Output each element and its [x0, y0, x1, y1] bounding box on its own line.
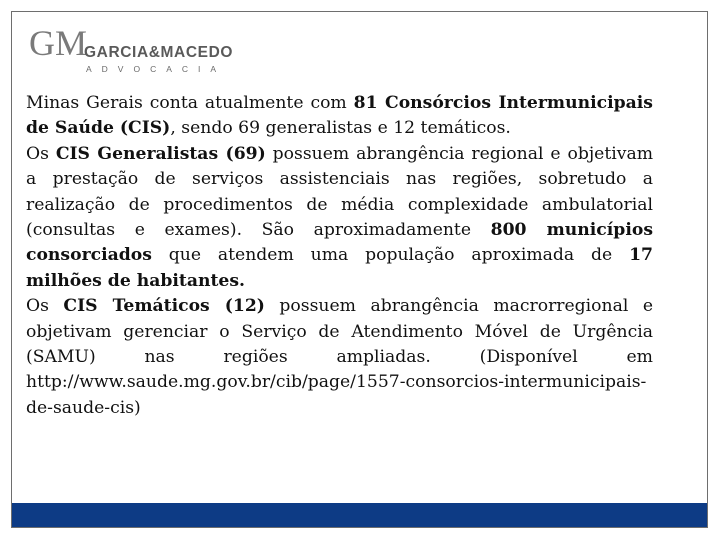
- logo-mark-letters: GM: [29, 23, 88, 63]
- bold-text-run: CIS Temáticos (12): [63, 296, 265, 317]
- bold-text-run: CIS Generalistas (69): [55, 143, 266, 164]
- logo-subtitle: ADVOCACIA: [86, 64, 227, 74]
- text-run: Minas Gerais conta atualmente com: [26, 93, 354, 113]
- bold-text-run: 81 Consórcios Intermunicipais de Saúde (CIS): [26, 93, 653, 139]
- text-run: Os: [26, 143, 56, 164]
- bold-text-run: 17 milhões de habitantes.: [26, 245, 653, 291]
- paragraph: [26, 294, 653, 421]
- logo-mark-icon: [28, 23, 88, 70]
- text-run: possuem abrangência macrorregional e objetivam gerenciar o Serviço de Atendimento Móvel de Urgência (SAMU) nas regiões ampliadas. (Disponível em http://www.saude.mg.gov.br/cib/page/1557-consorcios-intermunicipais-de-saude-cis): [26, 296, 654, 418]
- body-text: [26, 91, 653, 421]
- slide: [11, 11, 708, 528]
- logo-name: GARCIA&MACEDO: [84, 44, 234, 61]
- text-run: Os: [26, 296, 64, 317]
- text-run: possuem abrangência regional e objetivam a prestação de serviços assistenciais nas regiões, sobretudo a realização de procedimentos de média complexidade ambulatorial (consultas e exames). São aproximadamente: [26, 143, 653, 241]
- paragraph: [26, 142, 653, 294]
- bottom-bar: [12, 503, 707, 527]
- paragraph: [26, 91, 653, 142]
- text-run: que atendem uma população aproximada de: [151, 245, 630, 266]
- bold-text-run: 800 municípios consorciados: [26, 220, 653, 266]
- text-run: , sendo 69 generalistas e 12 temáticos.: [170, 118, 511, 139]
- logo: [28, 24, 258, 84]
